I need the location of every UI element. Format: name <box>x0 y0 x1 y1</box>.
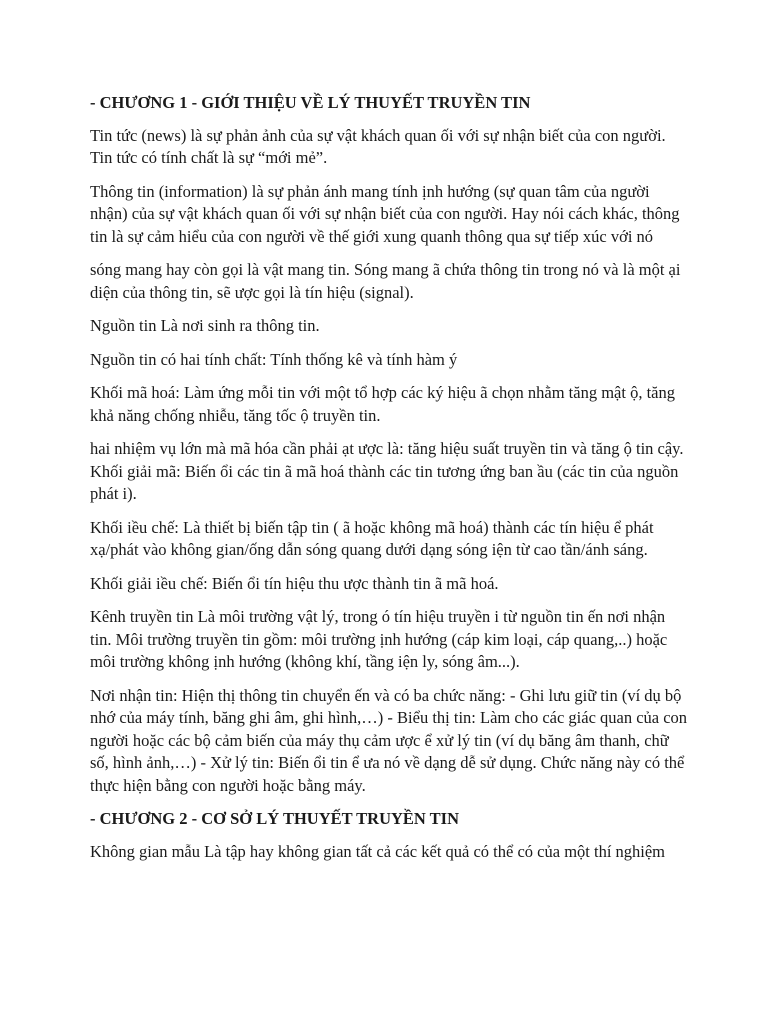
chapter-1-heading: - CHƯƠNG 1 - GIỚI THIỆU VỀ LÝ THUYẾT TRUYỀN TIN <box>90 93 531 112</box>
paragraph-encoder: Khối mã hoá: Làm ứng mỗi tin với một tổ hợp các ký hiệu ã chọn nhằm tăng mật ộ, tăng khả năng chống nhiễu, tăng tốc ộ truyền tin. <box>90 383 675 425</box>
paragraph-source-properties: Nguồn tin có hai tính chất: Tính thống kê và tính hàm ý <box>90 349 458 369</box>
paragraph-demodulator: Khối giải iều chế: Biến ổi tín hiệu thu ược thành tin ã mã hoá. <box>90 573 499 593</box>
paragraph-sample-space: Không gian mẫu Là tập hay không gian tất cả các kết quả có thể có của một thí nghiệm <box>90 841 666 861</box>
paragraph-information: Thông tin (information) là sự phản ánh mang tính ịnh hướng (sự quan tâm của người nhận) của sự vật khách quan ối với sự nhận biết của con người. Hay nói cách khác, thông tin là sự cảm hiểu của con người về thế giới xung quanh thông qua sự tiếp xúc với nó <box>90 181 680 246</box>
chapter-2-heading: - CHƯƠNG 2 - CƠ SỞ LÝ THUYẾT TRUYỀN TIN <box>90 809 460 828</box>
paragraph-coding-tasks: hai nhiệm vụ lớn mà mã hóa cần phải ạt ược là: tăng hiệu suất truyền tin và tăng ộ tin cậy. Khối giải mã: Biến ổi các tin ã mã hoá thành các tin tương ứng ban ầu (các tin của nguồn phát i). <box>90 439 684 503</box>
document-body <box>90 92 690 874</box>
paragraph-modulator: Khối iều chế: Là thiết bị biến tập tin ( ã hoặc không mã hoá) thành các tín hiệu ể phát xạ/phát vào không gian/ống dẫn sóng quang dưới dạng sóng iện từ cao tần/ánh sáng. <box>90 517 654 559</box>
paragraph-news: Tin tức (news) là sự phản ảnh của sự vật khách quan ối với sự nhận biết của con người. Tin tức có tính chất là sự “mới mẻ”. <box>90 125 666 167</box>
paragraph-channel: Kênh truyền tin Là môi trường vật lý, trong ó tín hiệu truyền i từ nguồn tin ến nơi nhận tin. Môi trường truyền tin gồm: môi trường ịnh hướng (cáp kim loại, cáp quang,..) hoặc môi trường không ịnh hướng (không khí, tầng iện ly, sóng âm...). <box>90 607 668 671</box>
paragraph-carrier-wave: sóng mang hay còn gọi là vật mang tin. Sóng mang ã chứa thông tin trong nó và là một ại diện của thông tin, sẽ ược gọi là tín hiệu (signal). <box>90 260 681 302</box>
paragraph-receiver: Nơi nhận tin: Hiện thị thông tin chuyển ến và có ba chức năng: - Ghi lưu giữ tin (ví dụ bộ nhớ của máy tính, băng ghi âm, ghi hình,…) - Biểu thị tin: Làm cho các giác quan của con người hoặc các bộ cảm biến của máy thụ cảm ược ể xử lý tin (ví dụ băng âm thanh, chữ số, hình ảnh,…) - Xử lý tin: Biến ổi tin ể ưa nó về dạng dễ sử dụng. Chức năng này có thể thực hiện bằng con người hoặc bằng máy. <box>90 685 688 795</box>
paragraph-source: Nguồn tin Là nơi sinh ra thông tin. <box>90 316 320 335</box>
